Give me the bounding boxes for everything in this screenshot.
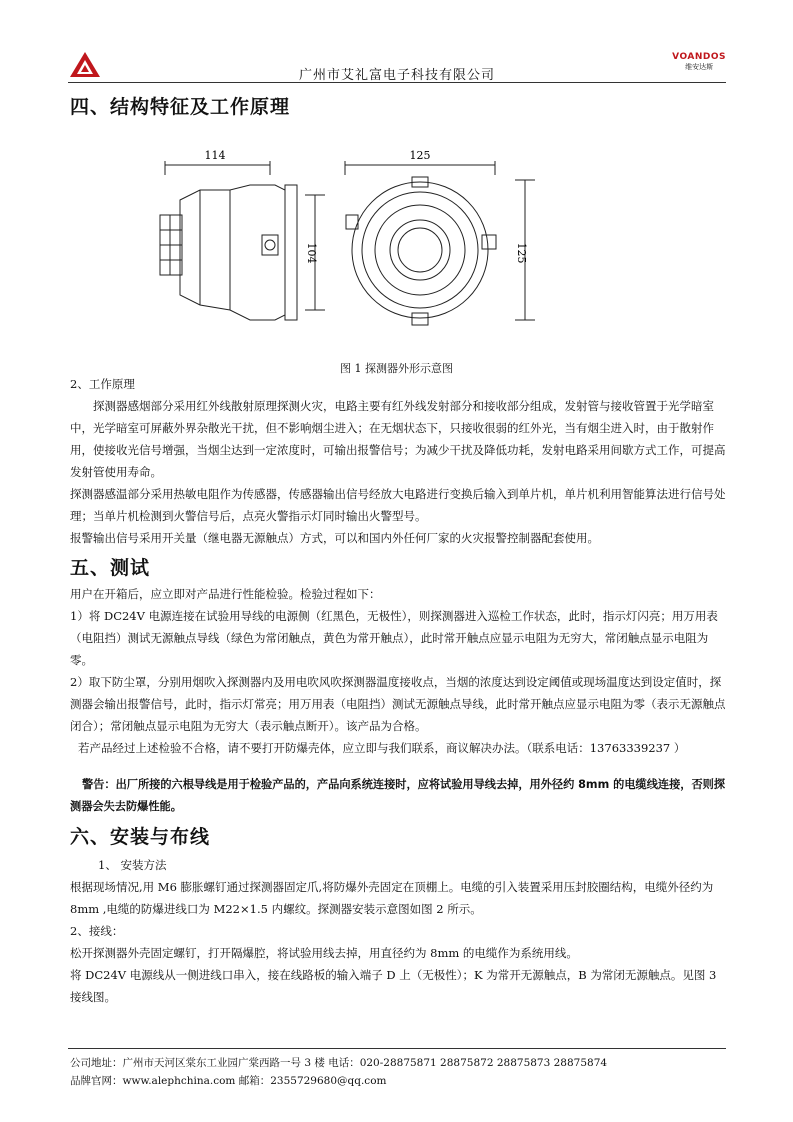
- dim-height-side: 104: [305, 242, 318, 264]
- side-view-drawing: [160, 161, 325, 320]
- wiring-subtitle: 2、接线：: [70, 924, 124, 938]
- dim-width-side: 114: [204, 149, 226, 162]
- dim-height-front: 125: [515, 242, 528, 264]
- test-note: 若产品经过上述检验不合格，请不要打开防爆壳体，应立即与我们联系，商议解决办法。（联系电话：13763339237 ）: [78, 741, 686, 755]
- section5-title: 五、测试: [70, 557, 151, 579]
- brand-en: VOANDOS: [672, 52, 726, 62]
- install-method-para: 根据现场情况,用 M6 膨胀螺钉通过探测器固定爪,将防爆外壳固定在顶棚上。电缆的引入装置采用压封胶圈结构，电缆外径约为 8mm ,电缆的防爆进线口为 M22×1.5 内螺纹。探测器安装示意图如图 2 所示。: [70, 880, 714, 916]
- detector-outline-figure: [150, 145, 550, 345]
- footer-divider: [68, 1048, 726, 1049]
- brand-cn: 维安达斯: [685, 63, 714, 71]
- para-alarm-output: 报警输出信号采用开关量（继电器无源触点）方式，可以和国内外任何厂家的火灾报警控制器配套使用。: [70, 531, 599, 545]
- para-smoke-principle: 探测器感烟部分采用红外线散射原理探测火灾，电路主要有红外线发射部分和接收部分组成，发射管与接收管置于光学暗室中，光学暗室可屏蔽外界杂散光干扰，但不影响烟尘进入；在无烟状态下，只接收很弱的红外光，当有烟尘进入时，由于散射作用，使接收光信号增强，当烟尘达到一定浓度时，可输出报警信号；为减少干扰及降低功耗，发射电路采用间歇方式工作，可提高发射管使用寿命。: [70, 399, 726, 479]
- test-step1: 1）将 DC24V 电源连接在试验用导线的电源侧（红黑色，无极性），则探测器进入巡检工作状态，此时，指示灯闪亮；用万用表（电阻挡）测试无源触点导线（绿色为常闭触点，黄色为常开触点），此时常开触点应显示电阻为无穷大，常闭触点显示电阻为零。: [70, 609, 718, 667]
- dim-width-front: 125: [409, 149, 431, 162]
- front-view-drawing: [345, 161, 535, 325]
- warning-text: 警告：出厂所接的六根导线是用于检验产品的，产品向系统连接时，应将试验用导线去掉，用外径约 8mm 的电缆线连接，否则探测器会失去防爆性能。: [70, 778, 726, 813]
- footer-website: 品牌官网：www.alephchina.com 邮箱：2355729680@qq.com: [70, 1075, 387, 1087]
- install-method-subtitle: 1、 安装方法: [98, 858, 167, 872]
- test-step2: 2）取下防尘罩，分别用烟吹入探测器内及用电吹风吹探测器温度接收点，当烟的浓度达到设定阈值或现场温度达到设定值时，探测器会输出报警信号，此时，指示灯常亮；用万用表（电阻挡）测试无源触点导线，此时常开触点应显示电阻为零（表示无源触点闭合）；常闭触点显示电阻为无穷大（表示触点断开）。该产品为合格。: [70, 675, 726, 733]
- page-header: [68, 50, 726, 82]
- footer-address: 公司地址：广州市天河区棠东工业园广棠西路一号 3 楼 电话：020-28875871 28875872 28875873 28875874: [70, 1057, 608, 1069]
- brand-logo: [672, 52, 726, 72]
- section4-title: 四、结构特征及工作原理: [70, 96, 291, 118]
- figure1-caption: 图 1 探测器外形示意图: [340, 362, 453, 375]
- subtitle-working-principle: 2、工作原理: [70, 377, 135, 391]
- para-heat-principle: 探测器感温部分采用热敏电阻作为传感器，传感器输出信号经放大电路进行变换后输入到单片机，单片机利用智能算法进行信号处理；当单片机检测到火警信号后，点亮火警指示灯同时输出火警型号。: [70, 487, 726, 523]
- wiring-para2: 将 DC24V 电源线从一侧进线口串入，接在线路板的输入端子 D 上（无极性）；K 为常开无源触点，B 为常闭无源触点。见图 3 接线图。: [70, 968, 717, 1004]
- section6-title: 六、安装与布线: [70, 826, 211, 848]
- company-name: 广州市艾礼富电子科技有限公司: [298, 68, 495, 83]
- test-intro: 用户在开箱后，应立即对产品进行性能检验。检验过程如下：: [70, 587, 381, 601]
- wiring-para1: 松开探测器外壳固定螺钉，打开隔爆腔，将试验用线去掉，用直径约为 8mm 的电缆作为系统用线。: [70, 946, 578, 960]
- header-divider: [68, 82, 726, 83]
